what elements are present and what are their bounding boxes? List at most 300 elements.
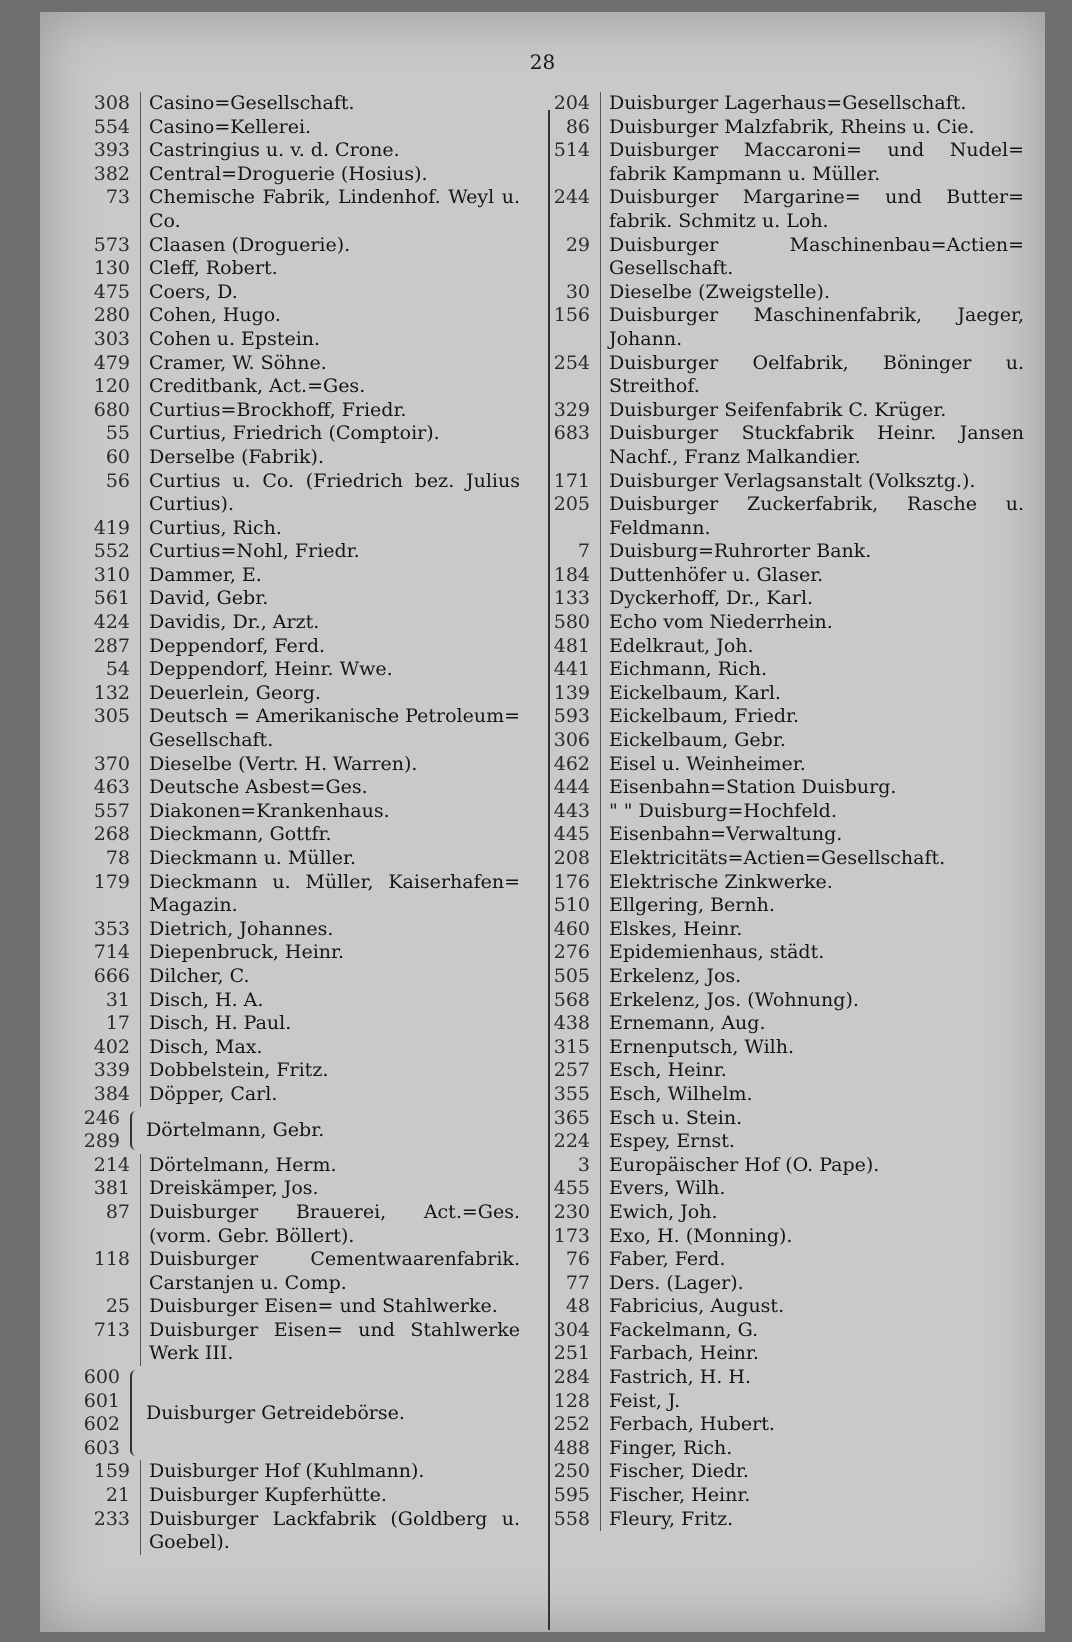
subscriber-name: Ernenputsch, Wilh.: [600, 1036, 1024, 1060]
subscriber-name: Duisburger Eisen= und Stahlwerke.: [140, 1295, 520, 1319]
phone-number: 419: [93, 516, 130, 539]
directory-entry: [524, 1201, 1024, 1225]
directory-entry: [524, 493, 1024, 540]
directory-entry: [524, 1012, 1024, 1036]
directory-entry: [62, 328, 520, 352]
directory-entry: [62, 540, 520, 564]
directory-entry: [62, 1295, 520, 1319]
phone-number: 514: [553, 139, 590, 162]
phone-number: 580: [553, 611, 590, 634]
subscriber-name: Disch, H. Paul.: [140, 1012, 520, 1036]
subscriber-name: Ellgering, Bernh.: [600, 894, 1024, 918]
subscriber-name: Dieckmann, Gottfr.: [140, 823, 520, 847]
directory-entry: [524, 682, 1024, 706]
subscriber-name: Finger, Rich.: [600, 1437, 1024, 1461]
subscriber-name: Dammer, E.: [140, 564, 520, 588]
directory-entry: [524, 92, 1024, 116]
directory-entry: [524, 941, 1024, 965]
phone-number: 479: [93, 351, 130, 374]
phone-number: 56: [105, 469, 130, 492]
subscriber-name: Duttenhöfer u. Glaser.: [600, 564, 1024, 588]
phone-number: 205: [553, 493, 590, 516]
subscriber-name: Curtius=Brockhoff, Friedr.: [140, 399, 520, 423]
phone-number: 381: [93, 1177, 130, 1200]
subscriber-name: Deppendorf, Ferd.: [140, 635, 520, 659]
subscriber-name: Edelkraut, Joh.: [600, 635, 1024, 659]
phone-number: 683: [553, 422, 590, 445]
directory-entry: [62, 965, 520, 989]
directory-entry: [62, 847, 520, 871]
directory-entry: [62, 470, 520, 517]
subscriber-name: Eisenbahn=Verwaltung.: [600, 823, 1024, 847]
phone-number: 87: [105, 1200, 130, 1223]
phone-number: 304: [553, 1318, 590, 1341]
subscriber-name: Duisburger Maschinenbau=Actien= Gesellschaft.: [600, 234, 1024, 281]
subscriber-name: Eickelbaum, Gebr.: [600, 729, 1024, 753]
directory-entry: [62, 446, 520, 470]
subscriber-name: Duisburger Verlagsanstalt (Volksztg.).: [600, 470, 1024, 494]
phone-number: 133: [553, 587, 590, 610]
directory-entry: [524, 753, 1024, 777]
directory-entry: [62, 1201, 520, 1248]
subscriber-name: Fischer, Heinr.: [600, 1484, 1024, 1508]
phone-number: 21: [105, 1484, 130, 1507]
directory-entry: [524, 1437, 1024, 1461]
directory-entry: [524, 823, 1024, 847]
directory-entry: [524, 1484, 1024, 1508]
directory-entry: [62, 1460, 520, 1484]
subscriber-name: Casino=Kellerei.: [140, 116, 520, 140]
phone-number: 250: [553, 1460, 590, 1483]
phone-number: 55: [105, 422, 130, 445]
directory-entry: [524, 776, 1024, 800]
phone-number: 78: [105, 847, 130, 869]
directory-entry: [62, 257, 520, 281]
directory-entry: [62, 658, 520, 682]
subscriber-name: Dietrich, Johannes.: [140, 918, 520, 942]
directory-entry: [62, 1012, 520, 1036]
subscriber-name: Duisburger Lagerhaus=Gesellschaft.: [600, 92, 1024, 116]
directory-entry: [62, 92, 520, 116]
brace-mark: [130, 1370, 142, 1456]
directory-entry: [524, 470, 1024, 494]
phone-number: 552: [93, 540, 130, 563]
directory-entry: [524, 1295, 1024, 1319]
phone-number: 171: [553, 469, 590, 492]
directory-entry: [524, 1508, 1024, 1532]
phone-number: 252: [553, 1413, 590, 1436]
subscriber-name: Fastrich, H. H.: [600, 1366, 1024, 1390]
phone-number: 214: [93, 1153, 130, 1176]
phone-number: 595: [553, 1484, 590, 1507]
subscriber-name: Erkelenz, Jos.: [600, 965, 1024, 989]
directory-entry: [62, 635, 520, 659]
phone-number: 276: [553, 941, 590, 964]
subscriber-name: Elektrische Zinkwerke.: [600, 871, 1024, 895]
phone-number: 139: [553, 681, 590, 704]
directory-entry: [62, 1154, 520, 1178]
phone-number: 353: [93, 917, 130, 940]
directory-entry: [524, 871, 1024, 895]
phone-number: 475: [93, 280, 130, 303]
subscriber-name: Claasen (Droguerie).: [140, 234, 520, 258]
directory-entry: [524, 116, 1024, 140]
subscriber-name: Cohen u. Epstein.: [140, 328, 520, 352]
directory-entry: [62, 823, 520, 847]
directory-entry: [62, 1036, 520, 1060]
phone-number: 208: [553, 847, 590, 869]
directory-entry: [62, 1177, 520, 1201]
directory-entry: [524, 1460, 1024, 1484]
directory-entry: [524, 1319, 1024, 1343]
directory-entry: [62, 517, 520, 541]
subscriber-name: Duisburger Cementwaarenfabrik. Carstanjen u. Comp.: [140, 1248, 520, 1295]
subscriber-name: Döpper, Carl.: [140, 1083, 520, 1107]
directory-entry: [524, 1154, 1024, 1178]
phone-number: 224: [553, 1130, 590, 1153]
left-column: [62, 92, 520, 1555]
phone-number: 176: [553, 870, 590, 893]
subscriber-name: Espey, Ernst.: [600, 1130, 1024, 1154]
subscriber-name: Elektricitäts=Actien=Gesellschaft.: [600, 847, 1024, 871]
phone-number: 120: [93, 375, 130, 398]
phone-number: 365: [553, 1106, 590, 1129]
subscriber-name: Creditbank, Act.=Ges.: [140, 375, 520, 399]
subscriber-name: Dieckmann u. Müller.: [140, 847, 520, 871]
phone-number: 306: [553, 729, 590, 752]
subscriber-name: Casino=Gesellschaft.: [140, 92, 520, 116]
subscriber-name: Duisburger Malzfabrik, Rheins u. Cie.: [600, 116, 1024, 140]
subscriber-name: " " Duisburg=Hochfeld.: [600, 800, 1024, 824]
directory-entry: [524, 399, 1024, 423]
subscriber-name: Esch u. Stein.: [600, 1107, 1024, 1131]
phone-number: 3: [577, 1153, 590, 1176]
phone-number: 370: [93, 752, 130, 775]
directory-entry: [62, 139, 520, 163]
phone-number: 230: [553, 1200, 590, 1223]
subscriber-name: Diakonen=Krankenhaus.: [140, 800, 520, 824]
subscriber-name: Dilcher, C.: [140, 965, 520, 989]
subscriber-name: Duisburg=Ruhrorter Bank.: [600, 540, 1024, 564]
subscriber-name: Eisenbahn=Station Duisburg.: [600, 776, 1024, 800]
directory-entry: [62, 422, 520, 446]
phone-number: 488: [553, 1436, 590, 1459]
subscriber-name: Disch, H. A.: [140, 989, 520, 1013]
subscriber-name: Farbach, Heinr.: [600, 1342, 1024, 1366]
phone-number: 48: [565, 1295, 590, 1318]
phone-number: 132: [93, 681, 130, 704]
phone-number: 233: [93, 1507, 130, 1530]
directory-entry: [524, 281, 1024, 305]
subscriber-name: Deutsch = Amerikanische Petroleum= Gesellschaft.: [140, 705, 520, 752]
phone-number: 31: [105, 988, 130, 1011]
phone-number: 184: [553, 563, 590, 586]
directory-entry: [524, 894, 1024, 918]
directory-entry: [62, 941, 520, 965]
directory-entry: [524, 564, 1024, 588]
directory-entry: [62, 352, 520, 376]
directory-entry: [524, 658, 1024, 682]
subscriber-name: Duisburger Maschinenfabrik, Jaeger, Johann.: [600, 304, 1024, 351]
subscriber-name: Faber, Ferd.: [600, 1248, 1024, 1272]
directory-entry-group: [62, 1366, 520, 1460]
phone-number: 25: [105, 1295, 130, 1318]
directory-entry: [62, 1248, 520, 1295]
phone-number: 568: [553, 988, 590, 1011]
subscriber-name: Ernemann, Aug.: [600, 1012, 1024, 1036]
directory-entry: [524, 1413, 1024, 1437]
subscriber-name: Duisburger Stuckfabrik Heinr. Jansen Nachf., Franz Malkandier.: [600, 422, 1024, 469]
phone-number: 118: [93, 1248, 130, 1271]
directory-entry: [62, 705, 520, 752]
subscriber-name: Elskes, Heinr.: [600, 918, 1024, 942]
phone-number: 481: [553, 634, 590, 657]
directory-entry: [62, 611, 520, 635]
directory-entry: [62, 753, 520, 777]
subscriber-name: Evers, Wilh.: [600, 1177, 1024, 1201]
subscriber-name: Eickelbaum, Karl.: [600, 682, 1024, 706]
subscriber-name: Esch, Heinr.: [600, 1059, 1024, 1083]
subscriber-name: Fischer, Diedr.: [600, 1460, 1024, 1484]
phone-number: 510: [553, 894, 590, 917]
phone-number: 159: [93, 1460, 130, 1483]
directory-entry: [62, 163, 520, 187]
directory-entry: [524, 587, 1024, 611]
directory-entry-group: [62, 1107, 520, 1154]
brace-mark: [130, 1111, 142, 1150]
directory-entry: [524, 422, 1024, 469]
directory-page: [40, 12, 1045, 1632]
subscriber-name: Dyckerhoff, Dr., Karl.: [600, 587, 1024, 611]
directory-entry: [524, 234, 1024, 281]
directory-entry: [62, 116, 520, 140]
phone-number: 128: [553, 1389, 590, 1412]
phone-number: 17: [105, 1012, 130, 1035]
phone-number: 713: [93, 1318, 130, 1341]
phone-number: 355: [553, 1082, 590, 1105]
directory-entry: [62, 871, 520, 918]
phone-number: 315: [553, 1035, 590, 1058]
directory-entry: [62, 918, 520, 942]
subscriber-name: Exo, H. (Monning).: [600, 1225, 1024, 1249]
subscriber-name: Davidis, Dr., Arzt.: [140, 611, 520, 635]
subscriber-name: Deuerlein, Georg.: [140, 682, 520, 706]
subscriber-name: Eisel u. Weinheimer.: [600, 753, 1024, 777]
directory-entry: [62, 1319, 520, 1366]
subscriber-name: Erkelenz, Jos. (Wohnung).: [600, 989, 1024, 1013]
phone-number: 384: [93, 1082, 130, 1105]
phone-number: 393: [93, 139, 130, 162]
directory-entry: [62, 800, 520, 824]
directory-entry: [62, 1508, 520, 1555]
directory-entry: [524, 1130, 1024, 1154]
phone-number: 156: [553, 304, 590, 327]
subscriber-name: Dieckmann u. Müller, Kaiserhafen= Magazin.: [140, 871, 520, 918]
phone-number: 443: [553, 799, 590, 822]
phone-number: 54: [105, 658, 130, 681]
subscriber-name: Epidemienhaus, städt.: [600, 941, 1024, 965]
subscriber-name: Castringius u. v. d. Crone.: [140, 139, 520, 163]
phone-number: 402: [93, 1035, 130, 1058]
directory-entry: [524, 918, 1024, 942]
directory-entry: [524, 1390, 1024, 1414]
phone-numbers: [62, 1107, 130, 1154]
subscriber-name: Eichmann, Rich.: [600, 658, 1024, 682]
directory-entry: [62, 1484, 520, 1508]
directory-entry: [524, 1083, 1024, 1107]
phone-number: 603: [83, 1436, 120, 1459]
subscriber-name: Duisburger Eisen= und Stahlwerke Werk III.: [140, 1319, 520, 1366]
phone-number: 7: [577, 540, 590, 563]
phone-number: 714: [93, 941, 130, 964]
phone-number: 505: [553, 964, 590, 987]
subscriber-name: Curtius=Nohl, Friedr.: [140, 540, 520, 564]
subscriber-name: Europäischer Hof (O. Pape).: [600, 1154, 1024, 1178]
phone-number: 254: [553, 351, 590, 374]
directory-entry: [524, 989, 1024, 1013]
subscriber-name: Dobbelstein, Fritz.: [140, 1059, 520, 1083]
phone-number: 680: [93, 398, 130, 421]
phone-number: 561: [93, 587, 130, 610]
phone-number: 244: [553, 186, 590, 209]
directory-entry: [62, 1059, 520, 1083]
subscriber-name: Ewich, Joh.: [600, 1201, 1024, 1225]
phone-number: 444: [553, 776, 590, 799]
phone-number: 308: [93, 92, 130, 114]
phone-number: 246: [83, 1106, 120, 1129]
phone-number: 29: [565, 233, 590, 256]
directory-entry: [524, 1036, 1024, 1060]
directory-entry: [524, 847, 1024, 871]
phone-number: 73: [105, 186, 130, 209]
phone-number: 445: [553, 823, 590, 846]
phone-number: 554: [93, 115, 130, 138]
directory-entry: [62, 234, 520, 258]
directory-entry: [524, 304, 1024, 351]
subscriber-name: Cohen, Hugo.: [140, 304, 520, 328]
subscriber-name: Deppendorf, Heinr. Wwe.: [140, 658, 520, 682]
subscriber-name: Derselbe (Fabrik).: [140, 446, 520, 470]
subscriber-name: Dreiskämper, Jos.: [140, 1177, 520, 1201]
phone-number: 287: [93, 634, 130, 657]
directory-entry: [62, 399, 520, 423]
phone-number: 204: [553, 92, 590, 114]
directory-entry: [524, 611, 1024, 635]
subscriber-name: Cramer, W. Söhne.: [140, 352, 520, 376]
phone-number: 593: [553, 705, 590, 728]
directory-entry: [62, 564, 520, 588]
directory-entry: [524, 540, 1024, 564]
phone-number: 424: [93, 611, 130, 634]
subscriber-name: Eickelbaum, Friedr.: [600, 705, 1024, 729]
phone-number: 284: [553, 1366, 590, 1389]
phone-number: 310: [93, 563, 130, 586]
phone-number: 130: [93, 257, 130, 280]
phone-number: 601: [83, 1389, 120, 1412]
subscriber-name: Disch, Max.: [140, 1036, 520, 1060]
phone-number: 30: [565, 280, 590, 303]
phone-number: 251: [553, 1342, 590, 1365]
directory-entry: [62, 587, 520, 611]
phone-number: 666: [93, 964, 130, 987]
phone-number: 455: [553, 1177, 590, 1200]
subscriber-name: Cleff, Robert.: [140, 257, 520, 281]
subscriber-name: Central=Droguerie (Hosius).: [140, 163, 520, 187]
subscriber-name: Duisburger Seifenfabrik C. Krüger.: [600, 399, 1024, 423]
directory-entry: [62, 375, 520, 399]
phone-number: 339: [93, 1059, 130, 1082]
phone-number: 303: [93, 327, 130, 350]
directory-entry: [62, 186, 520, 233]
subscriber-name: Ferbach, Hubert.: [600, 1413, 1024, 1437]
phone-number: 60: [105, 445, 130, 468]
directory-entry: [524, 1107, 1024, 1131]
subscriber-name: Dörtelmann, Gebr.: [146, 1119, 325, 1142]
subscriber-name: Fackelmann, G.: [600, 1319, 1024, 1343]
subscriber-name: Curtius, Rich.: [140, 517, 520, 541]
subscriber-name: David, Gebr.: [140, 587, 520, 611]
directory-entry: [62, 304, 520, 328]
subscriber-name: Duisburger Kupferhütte.: [140, 1484, 520, 1508]
subscriber-name: Fleury, Fritz.: [600, 1508, 1024, 1532]
subscriber-name: Duisburger Margarine= und Butter= fabrik. Schmitz u. Loh.: [600, 186, 1024, 233]
subscriber-name: Dieselbe (Zweigstelle).: [600, 281, 1024, 305]
phone-number: 600: [83, 1366, 120, 1389]
subscriber-name: Curtius u. Co. (Friedrich bez. Julius Curtius).: [140, 470, 520, 517]
subscriber-name: Duisburger Getreidebörse.: [146, 1402, 405, 1425]
phone-number: 173: [553, 1224, 590, 1247]
subscriber-name: Duisburger Lackfabrik (Goldberg u. Goebel).: [140, 1508, 520, 1555]
phone-number: 441: [553, 658, 590, 681]
directory-entry: [62, 281, 520, 305]
subscriber-name: Diepenbruck, Heinr.: [140, 941, 520, 965]
phone-number: 280: [93, 304, 130, 327]
subscriber-name: Deutsche Asbest=Ges.: [140, 776, 520, 800]
directory-entry: [524, 139, 1024, 186]
directory-entry: [524, 965, 1024, 989]
subscriber-name: Chemische Fabrik, Lindenhof. Weyl u. Co.: [140, 186, 520, 233]
phone-number: 463: [93, 776, 130, 799]
phone-number: 382: [93, 162, 130, 185]
phone-number: 305: [93, 705, 130, 728]
subscriber-name: Duisburger Oelfabrik, Böninger u. Streithof.: [600, 352, 1024, 399]
directory-entry: [62, 1083, 520, 1107]
phone-numbers: [62, 1366, 130, 1460]
subscriber-name: Esch, Wilhelm.: [600, 1083, 1024, 1107]
subscriber-name: Feist, J.: [600, 1390, 1024, 1414]
subscriber-name: Curtius, Friedrich (Comptoir).: [140, 422, 520, 446]
subscriber-name: Dörtelmann, Herm.: [140, 1154, 520, 1178]
directory-entry: [524, 729, 1024, 753]
phone-number: 460: [553, 917, 590, 940]
directory-entry: [524, 352, 1024, 399]
directory-entry: [524, 1225, 1024, 1249]
directory-entry: [524, 1248, 1024, 1272]
subscriber-name: Ders. (Lager).: [600, 1272, 1024, 1296]
subscriber-name: Duisburger Zuckerfabrik, Rasche u. Feldmann.: [600, 493, 1024, 540]
phone-number: 602: [83, 1413, 120, 1436]
subscriber-name: Duisburger Brauerei, Act.=Ges. (vorm. Gebr. Böllert).: [140, 1201, 520, 1248]
page-number: 28: [529, 50, 556, 74]
directory-entry: [524, 705, 1024, 729]
phone-number: 268: [93, 823, 130, 846]
directory-entry: [62, 682, 520, 706]
phone-number: 329: [553, 398, 590, 421]
phone-number: 179: [93, 870, 130, 893]
phone-number: 557: [93, 799, 130, 822]
directory-entry: [524, 800, 1024, 824]
directory-entry: [524, 635, 1024, 659]
